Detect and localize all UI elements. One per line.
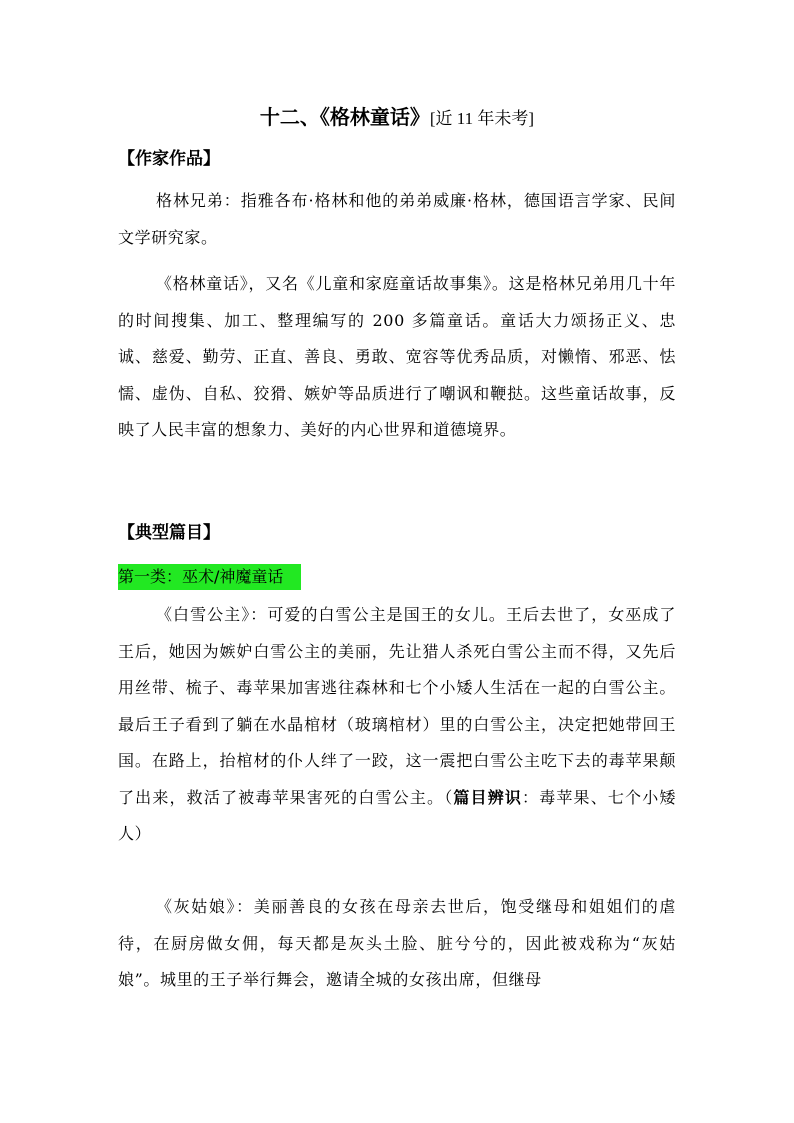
title-main: 十二、《格林童话》 <box>259 105 430 129</box>
page-title <box>0 103 794 133</box>
snow-white-note-text: ：毒苹果、七个小矮人） <box>118 787 676 843</box>
work-title-snow-white: 《白雪公主》 <box>156 605 251 624</box>
snow-white-summary: ：可爱的白雪公主是国王的女儿。王后去世了，女巫成了王后，她因为嫉妒白雪公主的美丽，先让猎人杀死白雪公主而不得，又先后用丝带、梳子、毒苹果加害逃往森林和七个小矮人生活在一起的白雪公主。最后王子看到了躺在水晶棺材（玻璃棺材）里的白雪公主，决定把她带回王国。在路上，抬棺材的仆人绊了一跤，这一震把白雪公主吃下去的毒苹果颠了出来，救活了被毒苹果害死的白雪公主。 <box>118 605 676 807</box>
section-heading-author-works: 【作家作品】 <box>118 149 220 169</box>
category-highlight: 第一类：巫术/神魔童话 <box>118 564 301 590</box>
section-heading-typical-works: 【典型篇目】 <box>118 523 220 543</box>
paragraph-grimm-brothers: 格林兄弟：指雅各布·格林和他的弟弟威廉·格林，德国语言学家、民间文学研究家。 <box>118 191 676 247</box>
work-title-cinderella: 《灰姑娘》 <box>156 897 237 916</box>
paragraph-cinderella <box>118 889 676 999</box>
snow-white-note-open: （ <box>444 787 454 807</box>
paragraph-grimm-tales-intro: 《格林童话》，又名《儿童和家庭童话故事集》。这是格林兄弟用几十年的时间搜集、加工、整理编写的 200 多篇童话。童话大力颂扬正义、忠诚、慈爱、勤劳、正直、善良、勇敢、宽容等优秀品质，对懒惰、邪恶、怯懦、虚伪、自私、狡猾、嫉妒等品质进行了嘲讽和鞭挞。这些童话故事，反映了人民丰富的想象力、美好的内心世界和道德境界。 <box>118 274 676 439</box>
title-note: [近 11 年未考] <box>429 109 535 128</box>
snow-white-note-label: 篇目辨识 <box>453 787 523 807</box>
cinderella-summary: ：美丽善良的女孩在母亲去世后，饱受继母和姐姐们的虐待，在厨房做女佣，每天都是灰头土脸、脏兮兮的，因此被戏称为“灰姑娘”。城里的王子举行舞会，邀请全城的女孩出席，但继母 <box>118 897 676 989</box>
paragraph-snow-white <box>118 597 676 853</box>
